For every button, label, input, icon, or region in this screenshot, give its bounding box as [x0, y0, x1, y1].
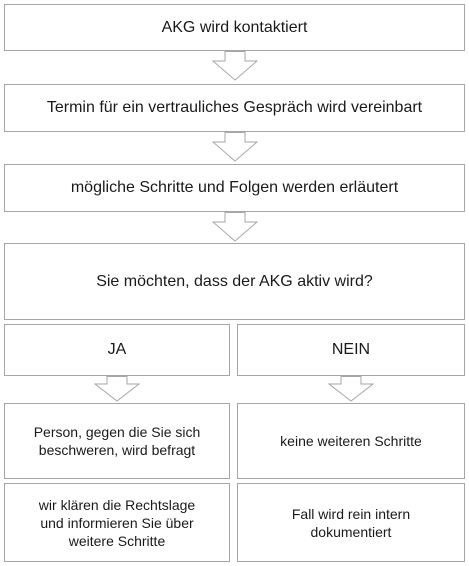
no-box: [237, 324, 465, 376]
yes-step-questioned-line1: Person, gegen die Sie sich: [33, 424, 201, 440]
no-step-internal-line2: dokumentiert: [310, 523, 392, 540]
yes-step-questioned-line2: beschweren, wird befragt: [38, 442, 196, 458]
yes-box: [4, 324, 230, 376]
step-label-explained: mögliche Schritte und Folgen werden erläutert: [70, 179, 399, 196]
yes-step-legal-line3: weitere Schritte: [68, 532, 166, 549]
yes-step-box-legal-situation: [4, 483, 230, 562]
step-label-contacted: AKG wird kontaktiert: [161, 18, 308, 36]
no-step-internal-line1: Fall wird rein intern: [291, 505, 411, 522]
question-label: Sie möchten, dass der AKG aktiv wird?: [96, 272, 373, 290]
down-arrow-icon: [212, 132, 258, 162]
step-box-explained: [4, 164, 465, 212]
down-arrow-icon: [328, 376, 374, 402]
no-step-box-no-further-steps: [237, 403, 465, 479]
down-arrow-icon: [212, 51, 258, 81]
step-box-contacted: [4, 4, 465, 51]
down-arrow-icon: [212, 212, 258, 242]
no-step-box-internal-documentation: [237, 483, 465, 562]
no-step-no-further-steps-label: keine weiteren Schritte: [280, 433, 422, 449]
down-arrow-icon: [94, 376, 140, 402]
yes-step-box-questioned: [4, 403, 230, 479]
question-box: [4, 243, 465, 320]
step-box-appointment: [4, 84, 465, 132]
yes-step-legal-line2: und informieren Sie über: [40, 514, 194, 531]
yes-label: JA: [107, 341, 127, 358]
yes-step-legal-line1: wir klären die Rechtslage: [38, 496, 196, 513]
no-label: NEIN: [331, 341, 371, 358]
step-label-appointment: Termin für ein vertrauliches Gespräch wird vereinbart: [46, 99, 423, 116]
